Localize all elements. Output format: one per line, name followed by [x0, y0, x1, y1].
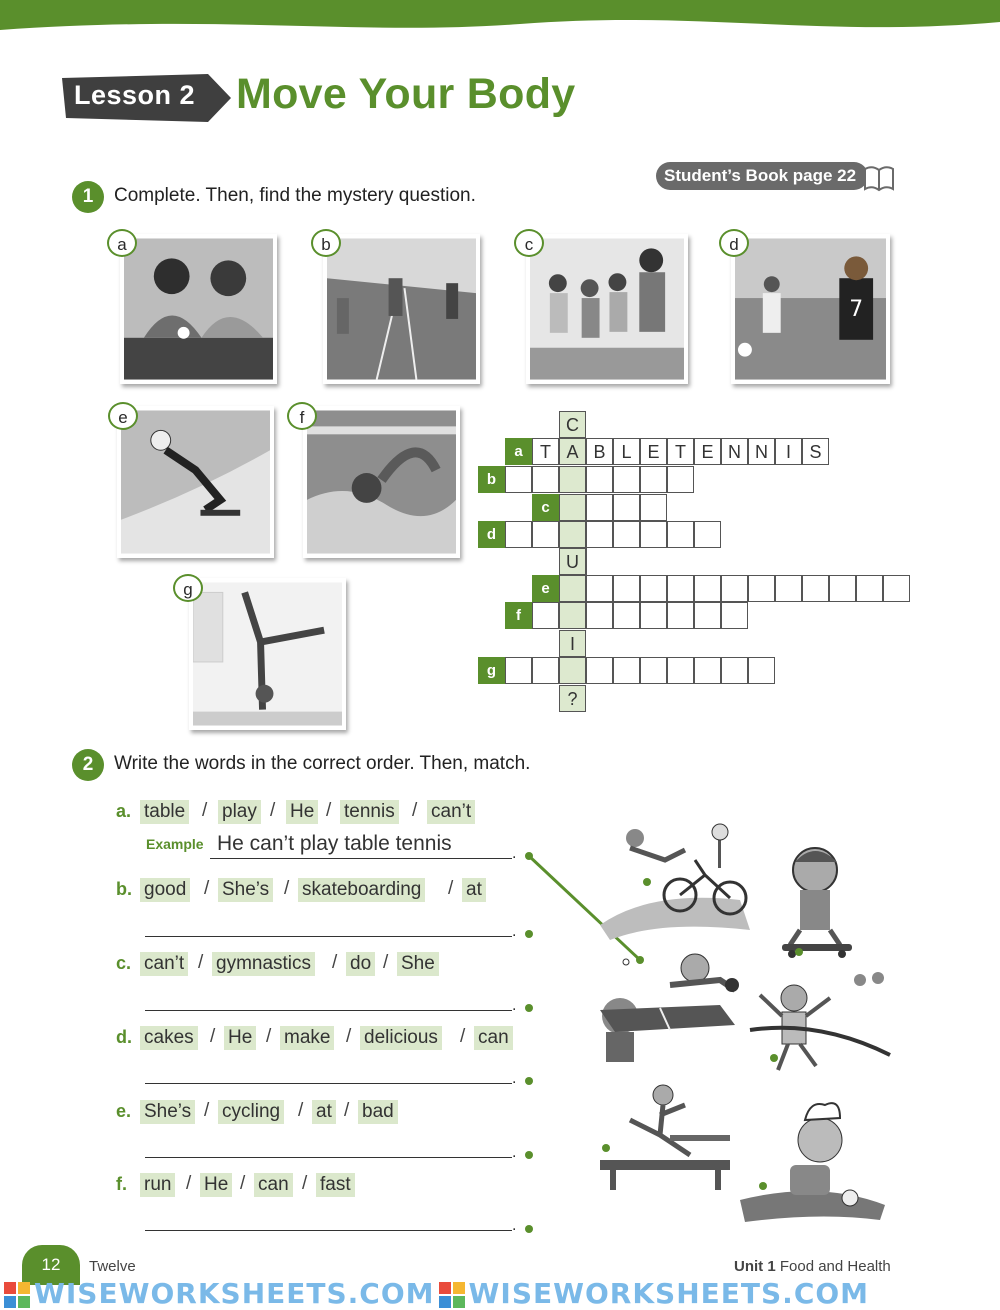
- answer-line-b[interactable]: [145, 936, 512, 937]
- crossword-cell[interactable]: N: [721, 438, 748, 465]
- crossword-cell[interactable]: [802, 575, 829, 602]
- crossword-cell[interactable]: [586, 602, 613, 629]
- word-row-b: [140, 878, 540, 904]
- word-chip: can: [474, 1026, 513, 1050]
- slash: /: [270, 800, 276, 821]
- word-chip: can’t: [427, 800, 475, 824]
- crossword-cell[interactable]: [667, 521, 694, 548]
- crossword-cell-mystery[interactable]: C: [559, 411, 586, 438]
- photo-label-f: f: [287, 402, 317, 430]
- word-row-c: [140, 952, 540, 978]
- slash: /: [266, 1026, 272, 1047]
- crossword-cell[interactable]: [640, 521, 667, 548]
- students-book-ref-text: Student’s Book page 22: [664, 166, 857, 185]
- answer-line-f[interactable]: [145, 1230, 512, 1231]
- crossword-cell[interactable]: [694, 657, 721, 684]
- item-letter: f.: [116, 1174, 127, 1194]
- open-book-icon: [862, 161, 896, 195]
- cycling-illustration: [600, 824, 750, 940]
- crossword-cell[interactable]: [721, 602, 748, 629]
- crossword-cell[interactable]: [532, 657, 559, 684]
- crossword-cell[interactable]: [613, 657, 640, 684]
- crossword-cell[interactable]: [613, 575, 640, 602]
- running-illustration: [750, 972, 890, 1070]
- exercise-1-instruction: Complete. Then, find the mystery question.: [114, 185, 476, 206]
- crossword-cell-mystery[interactable]: [559, 466, 586, 493]
- slash: /: [202, 800, 208, 821]
- photo-label-b: b: [311, 229, 341, 257]
- skateboarding-illustration: [782, 848, 852, 958]
- crossword-grid-line: [586, 548, 613, 575]
- item-letter: e.: [116, 1101, 132, 1121]
- item-letter: d.: [116, 1027, 132, 1047]
- crossword-cell[interactable]: [748, 575, 775, 602]
- item-letter: a.: [116, 801, 132, 821]
- crossword-cell[interactable]: [694, 575, 721, 602]
- crossword-cell[interactable]: E: [694, 438, 721, 465]
- answer-line-a[interactable]: [210, 858, 512, 859]
- photo-label-g: g: [173, 574, 203, 602]
- students-book-ref: [656, 162, 868, 190]
- period: .: [512, 1144, 517, 1161]
- word-row-a: [140, 800, 540, 826]
- crossword-cell[interactable]: T: [667, 438, 694, 465]
- word-chip: make: [280, 1026, 334, 1050]
- crossword-cell[interactable]: [721, 657, 748, 684]
- crossword-cell-mystery[interactable]: A: [559, 438, 586, 465]
- slash: /: [302, 1173, 308, 1194]
- photo-a-table-tennis: [120, 234, 277, 384]
- crossword-cell[interactable]: [613, 494, 640, 521]
- word-row-d: [140, 1026, 540, 1052]
- crossword-row-label: c: [532, 494, 559, 521]
- crossword-cell[interactable]: [640, 657, 667, 684]
- photo-e-skateboarding: [117, 406, 274, 558]
- slash: /: [198, 952, 204, 973]
- period: .: [512, 845, 517, 862]
- slash: /: [204, 878, 210, 899]
- slash: /: [332, 952, 338, 973]
- crossword-cell[interactable]: B: [586, 438, 613, 465]
- photo-label-a: a: [107, 229, 137, 257]
- word-chip: table: [140, 800, 189, 824]
- crossword-cell-mystery[interactable]: [559, 657, 586, 684]
- svg-text:7: 7: [849, 296, 864, 322]
- exercise-2-instruction: Write the words in the correct order. Then, match.: [114, 753, 531, 774]
- period: .: [512, 1070, 517, 1087]
- photo-f-swimming: [303, 406, 460, 558]
- word-chip: gymnastics: [212, 952, 315, 976]
- word-chip: She’s: [218, 878, 273, 902]
- slash: /: [204, 1100, 210, 1121]
- word-chip: bad: [358, 1100, 398, 1124]
- crossword-cell[interactable]: [505, 466, 532, 493]
- exercise-2-number: 2: [72, 749, 104, 781]
- crossword-cell[interactable]: E: [640, 438, 667, 465]
- slash: /: [298, 1100, 304, 1121]
- crossword-cell-mystery[interactable]: ?: [559, 685, 586, 712]
- crossword-cell[interactable]: [883, 575, 910, 602]
- answer-line-e[interactable]: [145, 1157, 512, 1158]
- slash: /: [448, 878, 454, 899]
- item-letter: b.: [116, 879, 132, 899]
- crossword-cell-mystery[interactable]: [559, 521, 586, 548]
- watermark-text: WISEWORKSHEETS.COM: [468, 1277, 870, 1310]
- table-tennis-illustration: [600, 954, 739, 1062]
- photo-label-e: e: [108, 402, 138, 430]
- crossword-cell[interactable]: [586, 466, 613, 493]
- crossword-cell[interactable]: L: [613, 438, 640, 465]
- slash: /: [210, 1026, 216, 1047]
- page-number: 12: [41, 1255, 61, 1274]
- page-word: Twelve: [89, 1258, 136, 1275]
- crossword-cell[interactable]: [505, 521, 532, 548]
- crossword-cell-mystery[interactable]: [559, 602, 586, 629]
- unit-number: Unit 1: [734, 1258, 776, 1275]
- slash: /: [344, 1100, 350, 1121]
- word-chip: do: [346, 952, 375, 976]
- slash: /: [240, 1173, 246, 1194]
- crossword-row-label: b: [478, 466, 505, 493]
- crossword-cell-mystery[interactable]: [559, 494, 586, 521]
- word-chip: She’s: [140, 1100, 195, 1124]
- period: .: [512, 997, 517, 1014]
- word-chip: tennis: [340, 800, 399, 824]
- watermark-text: WISEWORKSHEETS.COM: [34, 1277, 435, 1310]
- exercise-1-number: 1: [72, 181, 104, 213]
- crossword-row-label: e: [532, 575, 559, 602]
- crossword-cell[interactable]: [856, 575, 883, 602]
- crossword-cell[interactable]: [532, 602, 559, 629]
- crossword-cell[interactable]: [640, 466, 667, 493]
- unit-footer: [734, 1258, 891, 1275]
- crossword-cell[interactable]: T: [532, 438, 559, 465]
- answer-line-d[interactable]: [145, 1083, 512, 1084]
- period: .: [512, 1217, 517, 1234]
- crossword-cell[interactable]: [532, 521, 559, 548]
- crossword-cell-mystery[interactable]: I: [559, 630, 586, 657]
- photo-label-d: d: [719, 229, 749, 257]
- word-row-f: [140, 1173, 540, 1199]
- wise-logo-icon: [4, 1282, 30, 1308]
- crossword-cell[interactable]: I: [775, 438, 802, 465]
- crossword-cell[interactable]: [532, 466, 559, 493]
- lesson-label: Lesson 2: [74, 80, 196, 110]
- crossword-row-label: d: [478, 521, 505, 548]
- period: .: [512, 923, 517, 940]
- word-chip: play: [218, 800, 261, 824]
- item-letter: c.: [116, 953, 132, 973]
- crossword-row-label: f: [505, 602, 532, 629]
- crossword-cell[interactable]: [613, 521, 640, 548]
- crossword-cell[interactable]: N: [748, 438, 775, 465]
- word-chip: run: [140, 1173, 175, 1197]
- slash: /: [284, 878, 290, 899]
- example-match-line: [529, 856, 640, 960]
- watermark-banner: [0, 1279, 1000, 1309]
- crossword-cell[interactable]: [694, 602, 721, 629]
- crossword-cell[interactable]: [586, 494, 613, 521]
- slash: /: [383, 952, 389, 973]
- slash: /: [186, 1173, 192, 1194]
- word-chip: good: [140, 878, 190, 902]
- crossword-cell[interactable]: S: [802, 438, 829, 465]
- word-chip: delicious: [360, 1026, 442, 1050]
- photo-label-c: c: [514, 229, 544, 257]
- word-chip: cycling: [218, 1100, 284, 1124]
- crossword-cell[interactable]: [640, 602, 667, 629]
- crossword-cell[interactable]: [775, 575, 802, 602]
- wise-logo-icon: [439, 1282, 465, 1308]
- word-chip: fast: [316, 1173, 355, 1197]
- crossword-cell[interactable]: [613, 602, 640, 629]
- word-chip: can: [254, 1173, 293, 1197]
- crossword-cell-mystery[interactable]: U: [559, 548, 586, 575]
- example-answer: He can’t play table tennis: [217, 832, 452, 855]
- crossword-cell[interactable]: [586, 657, 613, 684]
- crossword-row-label: g: [478, 657, 505, 684]
- word-chip: She: [397, 952, 439, 976]
- photo-g-gymnastics: [189, 578, 346, 730]
- word-chip: skateboarding: [298, 878, 425, 902]
- crossword-cell[interactable]: [829, 575, 856, 602]
- crossword-cell[interactable]: [586, 521, 613, 548]
- crossword-cell[interactable]: [505, 657, 532, 684]
- slash: /: [346, 1026, 352, 1047]
- crossword-cell[interactable]: [694, 521, 721, 548]
- crossword-cell[interactable]: [640, 494, 667, 521]
- photo-c-yoga: [526, 234, 688, 384]
- crossword-cell[interactable]: [667, 466, 694, 493]
- word-chip: at: [312, 1100, 336, 1124]
- photo-b-running: [323, 234, 480, 384]
- photo-d-soccer: [731, 234, 890, 384]
- crossword-cell[interactable]: [613, 466, 640, 493]
- crossword-cell[interactable]: [667, 657, 694, 684]
- header-wave: [0, 0, 1000, 40]
- slash: /: [326, 800, 332, 821]
- word-chip: He: [200, 1173, 232, 1197]
- gymnastics-illustration: [600, 1085, 730, 1190]
- crossword-cell[interactable]: [667, 575, 694, 602]
- slash: /: [460, 1026, 466, 1047]
- crossword-cell[interactable]: [640, 575, 667, 602]
- crossword-cell-mystery[interactable]: [559, 575, 586, 602]
- crossword-row-label: a: [505, 438, 532, 465]
- unit-title: Food and Health: [779, 1258, 891, 1275]
- crossword-cell[interactable]: [748, 657, 775, 684]
- word-row-e: [140, 1100, 540, 1126]
- word-chip: can’t: [140, 952, 188, 976]
- example-label: Example: [146, 836, 204, 852]
- baking-illustration: [740, 1103, 885, 1222]
- answer-line-c[interactable]: [145, 1010, 512, 1011]
- matching-illustrations: [520, 820, 900, 1230]
- page-title: Move Your Body: [236, 70, 576, 118]
- word-chip: He: [286, 800, 318, 824]
- word-chip: at: [462, 878, 486, 902]
- crossword-cell[interactable]: [586, 575, 613, 602]
- crossword-cell[interactable]: [721, 575, 748, 602]
- crossword-cell[interactable]: [667, 602, 694, 629]
- word-chip: He: [224, 1026, 256, 1050]
- slash: /: [412, 800, 418, 821]
- word-chip: cakes: [140, 1026, 198, 1050]
